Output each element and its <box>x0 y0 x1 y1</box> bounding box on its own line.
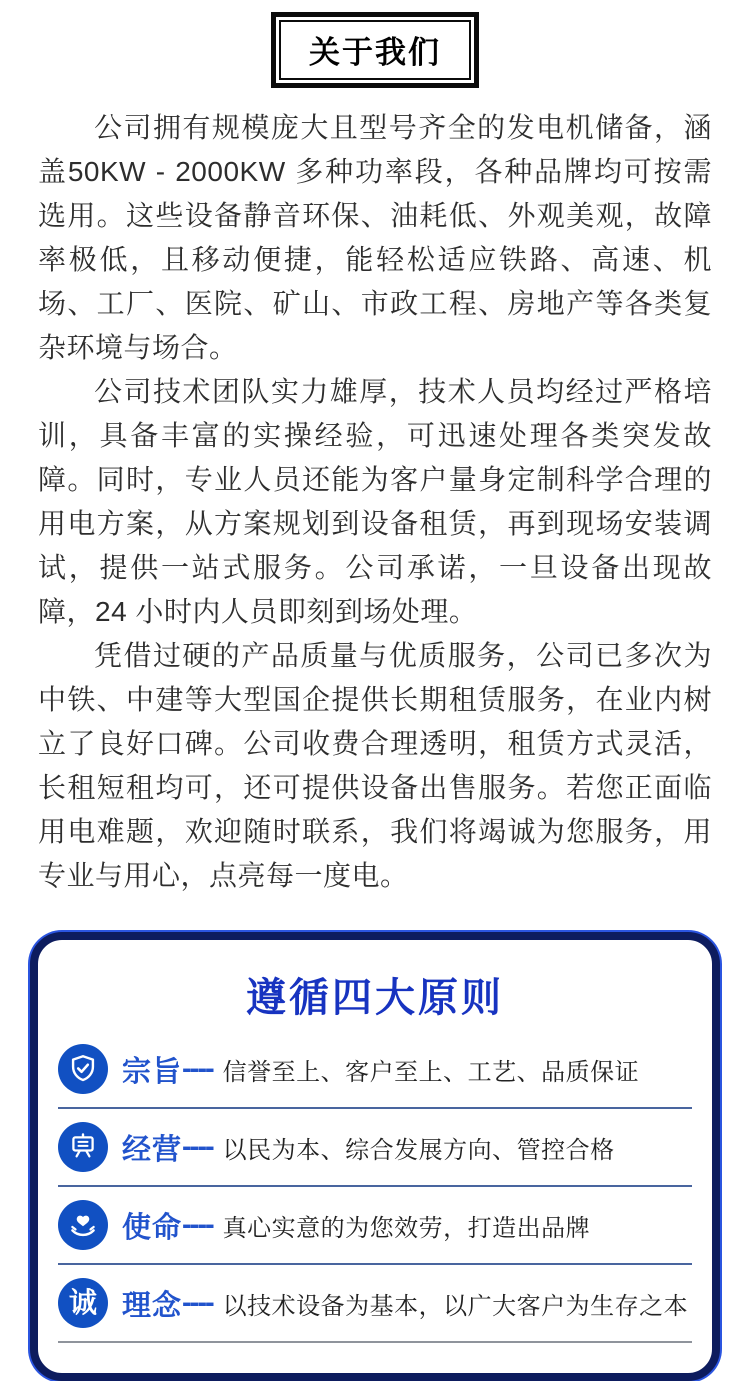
integrity-glyph-icon <box>58 1278 108 1328</box>
principle-row-purpose <box>58 1031 692 1109</box>
principle-description: 以技术设备为基本，以广大客户为生存之本 <box>222 1292 689 1320</box>
principle-row-mission <box>58 1187 692 1265</box>
principle-description: 信誉至上、客户至上、工艺、品质保证 <box>222 1058 640 1086</box>
principle-row-operation <box>58 1109 692 1187</box>
integrity-glyph: 诚 <box>68 1287 97 1318</box>
principle-label: 经营 <box>122 1133 183 1166</box>
about-paragraph: 公司技术团队实力雄厚，技术人员均经过严格培训，具备丰富的实操经验，可迅速处理各类突发故障。同时，专业人员还能为客户量身定制科学合理的用电方案，从方案规划到设备租赁，再到现场安装调试，提供一站式服务。公司承诺，一旦设备出现故障，24 小时内人员即刻到场处理。 <box>38 376 712 627</box>
principle-dashes: ---- <box>182 1208 213 1241</box>
principles-card <box>30 932 720 1381</box>
principle-dashes: ---- <box>182 1286 213 1319</box>
about-us-title-inner <box>279 20 471 80</box>
about-paragraph: 凭借过硬的产品质量与优质服务，公司已多次为中铁、中建等大型国企提供长期租赁服务，在业内树立了良好口碑。公司收费合理透明，租赁方式灵活，长租短租均可，还可提供设备出售服务。若您正面临用电难题，欢迎随时联系，我们将竭诚为您服务，用专业与用心，点亮每一度电。 <box>38 640 712 891</box>
about-paragraph: 公司拥有规模庞大且型号齐全的发电机储备，涵盖50KW - 2000KW 多种功率段，各种品牌均可按需选用。这些设备静音环保、油耗低、外观美观，故障率极低，且移动便捷，能轻松适应铁路、高速、机场、工厂、医院、矿山、市政工程、房地产等各类复杂环境与场合。 <box>38 112 712 363</box>
about-us-title-box <box>271 12 479 88</box>
presentation-board-icon <box>58 1122 108 1172</box>
principle-label: 理念 <box>122 1289 183 1322</box>
about-section <box>0 88 750 898</box>
page-title: 关于我们 <box>309 35 441 70</box>
principle-dashes: ---- <box>182 1052 213 1085</box>
principle-dashes: ---- <box>182 1130 213 1163</box>
principles-heading: 遵循四大原则 <box>246 976 504 1020</box>
principle-description: 真心实意的为您效劳，打造出品牌 <box>222 1214 591 1242</box>
principle-description: 以民为本、综合发展方向、管控合格 <box>222 1136 615 1164</box>
hands-heart-icon <box>58 1200 108 1250</box>
principle-label: 使命 <box>122 1211 183 1244</box>
shield-check-icon <box>58 1044 108 1094</box>
principle-row-philosophy <box>58 1265 692 1343</box>
principle-label: 宗旨 <box>122 1055 183 1088</box>
